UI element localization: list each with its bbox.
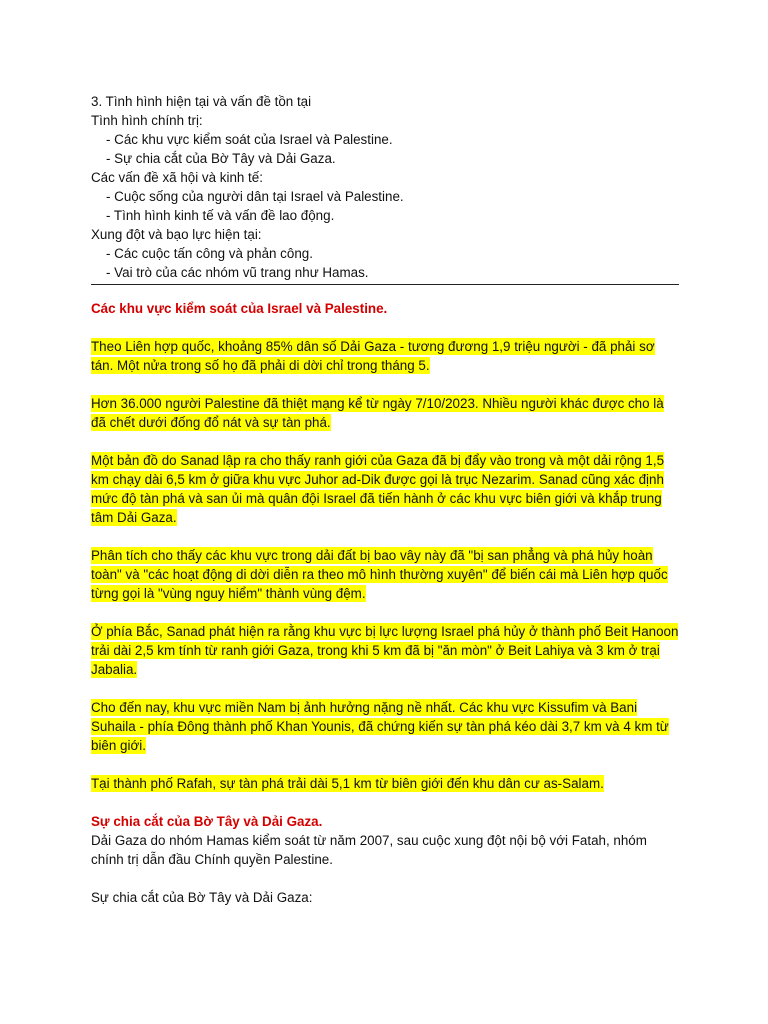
highlighted-paragraph: Ở phía Bắc, Sanad phát hiện ra rằng khu vực bị lực lượng Israel phá hủy ở thành phố Beit Hanoon trải dài 2,5 km tính từ ranh giới Gaza, trong khi 5 km đã bị "ăn mòn" ở Beit Lahiya và 3 km ở trại Jabalia. (91, 624, 679, 677)
outline-item: - Sự chia cắt của Bờ Tây và Dải Gaza. (106, 151, 336, 166)
outline-heading-social-economic: Các vấn đề xã hội và kinh tế: (91, 170, 263, 185)
subheading: Sự chia cắt của Bờ Tây và Dải Gaza: (91, 890, 313, 905)
outline-item: - Các khu vực kiểm soát của Israel và Palestine. (106, 132, 393, 147)
highlighted-paragraph: Cho đến nay, khu vực miền Nam bị ảnh hưởng nặng nề nhất. Các khu vực Kissufim và Bani Suhaila - phía Đông thành phố Khan Younis, đã chứng kiến sự tàn phá kéo dài 3,7 km và 4 km từ biên giới. (91, 700, 669, 753)
highlighted-paragraph: Tại thành phố Rafah, sự tàn phá trải dài 5,1 km từ biên giới đến khu dân cư as-Salam. (91, 776, 604, 791)
outline-heading-politics: Tình hình chính trị: (91, 113, 203, 128)
body-paragraph: Dải Gaza do nhóm Hamas kiểm soát từ năm 2007, sau cuộc xung đột nội bộ với Fatah, nhóm chính trị dẫn đầu Chính quyền Palestine. (91, 833, 647, 867)
outline-item: - Tình hình kinh tế và vấn đề lao động. (106, 208, 335, 223)
outline-item: - Các cuộc tấn công và phản công. (106, 246, 313, 261)
outline-item: - Vai trò của các nhóm vũ trang như Hamas. (106, 265, 369, 280)
document-page (91, 92, 679, 907)
highlighted-paragraph: Theo Liên hợp quốc, khoảng 85% dân số Dải Gaza - tương đương 1,9 triệu người - đã phải sơ tán. Một nửa trong số họ đã phải di dời chỉ trong tháng 5. (91, 339, 655, 373)
highlighted-paragraph: Phân tích cho thấy các khu vực trong dải đất bị bao vây này đã "bị san phẳng và phá hủy hoàn toàn" và "các hoạt động di dời diễn ra theo mô hình thường xuyên" để biến cái mà Liên hợp quốc từng gọi là "vùng nguy hiểm" thành vùng đệm. (91, 548, 668, 601)
section-heading-control-areas: Các khu vực kiểm soát của Israel và Palestine. (91, 301, 388, 316)
highlighted-paragraph: Hơn 36.000 người Palestine đã thiệt mạng kể từ ngày 7/10/2023. Nhiều người khác được cho là đã chết dưới đống đổ nát và sự tàn phá. (91, 396, 664, 430)
section-heading-division: Sự chia cắt của Bờ Tây và Dải Gaza. (91, 814, 323, 829)
outline-item: - Cuộc sống của người dân tại Israel và Palestine. (106, 189, 404, 204)
outline-heading-conflict: Xung đột và bạo lực hiện tại: (91, 227, 262, 242)
highlighted-paragraph: Một bản đồ do Sanad lập ra cho thấy ranh giới của Gaza đã bị đẩy vào trong và một dải rộng 1,5 km chạy dài 6,5 km ở giữa khu vực Juhor ad-Dik được gọi là trục Nezarim. Sanad cũng xác định mức độ tàn phá và san ủi mà quân đội Israel đã tiến hành ở các khu vực biên giới và khắp trung tâm Dải Gaza. (91, 453, 665, 525)
outline-title: 3. Tình hình hiện tại và vấn đề tồn tại (91, 94, 312, 109)
